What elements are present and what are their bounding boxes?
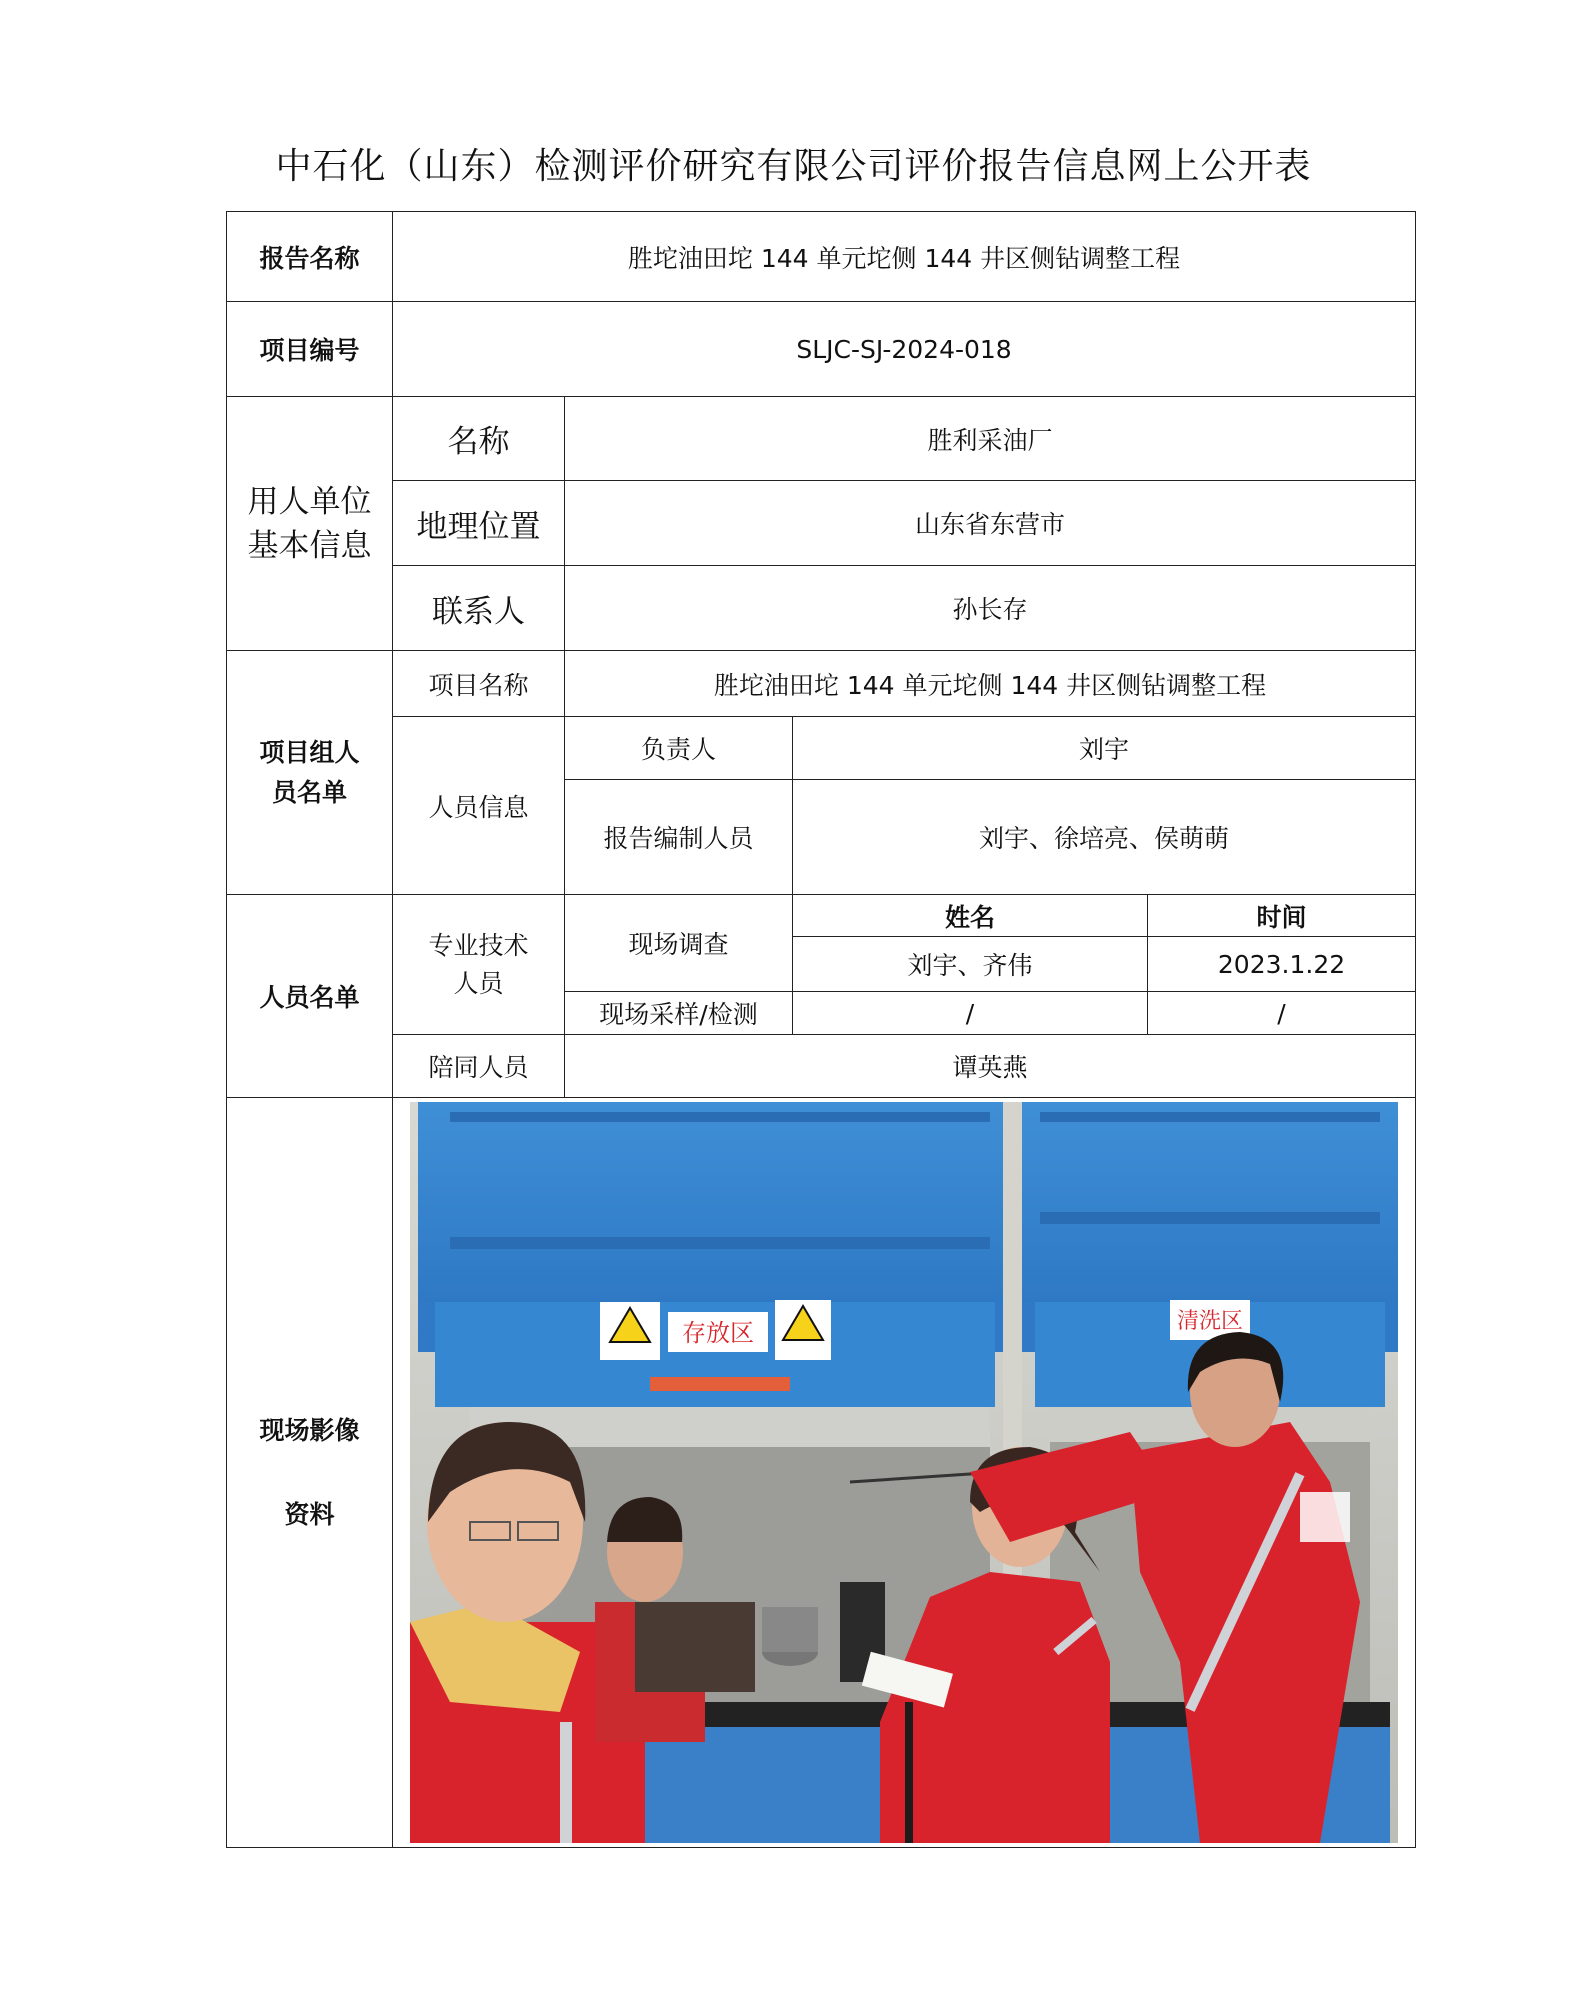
project-number-label: 项目编号 (227, 302, 393, 397)
sampling-time: / (1148, 992, 1416, 1035)
project-number-row (227, 302, 1416, 397)
images-section-label (227, 1098, 393, 1848)
team-project-name-label: 项目名称 (393, 651, 565, 717)
sign-left-text: 存放区 (682, 1319, 755, 1347)
team-label-line2: 员名单 (271, 777, 347, 807)
employer-location-value: 山东省东营市 (565, 481, 1416, 566)
site-photo (410, 1102, 1398, 1843)
employer-location-row (227, 481, 1416, 566)
escort-label: 陪同人员 (393, 1035, 565, 1098)
team-section-label (227, 651, 393, 895)
employer-name-label: 名称 (393, 397, 565, 481)
leader-label: 负责人 (565, 717, 793, 780)
employer-section-label (227, 397, 393, 651)
team-leader-row (227, 717, 1416, 780)
project-number-value: SLJC-SJ-2024-018 (393, 302, 1416, 397)
tech-label-line2: 人员 (453, 968, 504, 998)
employer-contact-row (227, 566, 1416, 651)
employer-label-line2: 基本信息 (247, 527, 372, 564)
compilers-label: 报告编制人员 (565, 780, 793, 895)
report-name-label: 报告名称 (227, 212, 393, 302)
survey-time: 2023.1.22 (1148, 937, 1416, 992)
leader-value: 刘宇 (793, 717, 1416, 780)
team-label-line1: 项目组人 (259, 737, 360, 767)
employer-name-value: 胜利采油厂 (565, 397, 1416, 481)
images-row (227, 1098, 1416, 1848)
page-title: 中石化（山东）检测评价研究有限公司评价报告信息网上公开表 (275, 146, 1312, 187)
images-label-line1: 现场影像 (259, 1415, 360, 1445)
images-cell (393, 1098, 1416, 1848)
team-project-row (227, 651, 1416, 717)
employer-contact-value: 孙长存 (565, 566, 1416, 651)
team-project-name-value: 胜坨油田坨 144 单元坨侧 144 井区侧钻调整工程 (565, 651, 1416, 717)
employer-contact-label: 联系人 (393, 566, 565, 651)
employer-name-row (227, 397, 1416, 481)
escort-value: 谭英燕 (565, 1035, 1416, 1098)
tech-label-line1: 专业技术 (428, 930, 529, 960)
header-name: 姓名 (793, 895, 1148, 937)
survey-label: 现场调查 (565, 895, 793, 992)
disclosure-table (226, 211, 1416, 1848)
employer-location-label: 地理位置 (393, 481, 565, 566)
header-time: 时间 (1148, 895, 1416, 937)
escort-row (227, 1035, 1416, 1098)
employer-label-line1: 用人单位 (247, 483, 372, 520)
personnel-section-label: 人员名单 (227, 895, 393, 1098)
report-name-value: 胜坨油田坨 144 单元坨侧 144 井区侧钻调整工程 (393, 212, 1416, 302)
compilers-value: 刘宇、徐培亮、侯萌萌 (793, 780, 1416, 895)
personnel-info-label: 人员信息 (393, 717, 565, 895)
survey-names: 刘宇、齐伟 (793, 937, 1148, 992)
images-label-line2: 资料 (284, 1499, 335, 1529)
sign-right-text: 清洗区 (1177, 1309, 1244, 1334)
sampling-label: 现场采样/检测 (565, 992, 793, 1035)
tech-staff-label (393, 895, 565, 1035)
report-name-row (227, 212, 1416, 302)
personnel-header-row (227, 895, 1416, 937)
sampling-names: / (793, 992, 1148, 1035)
